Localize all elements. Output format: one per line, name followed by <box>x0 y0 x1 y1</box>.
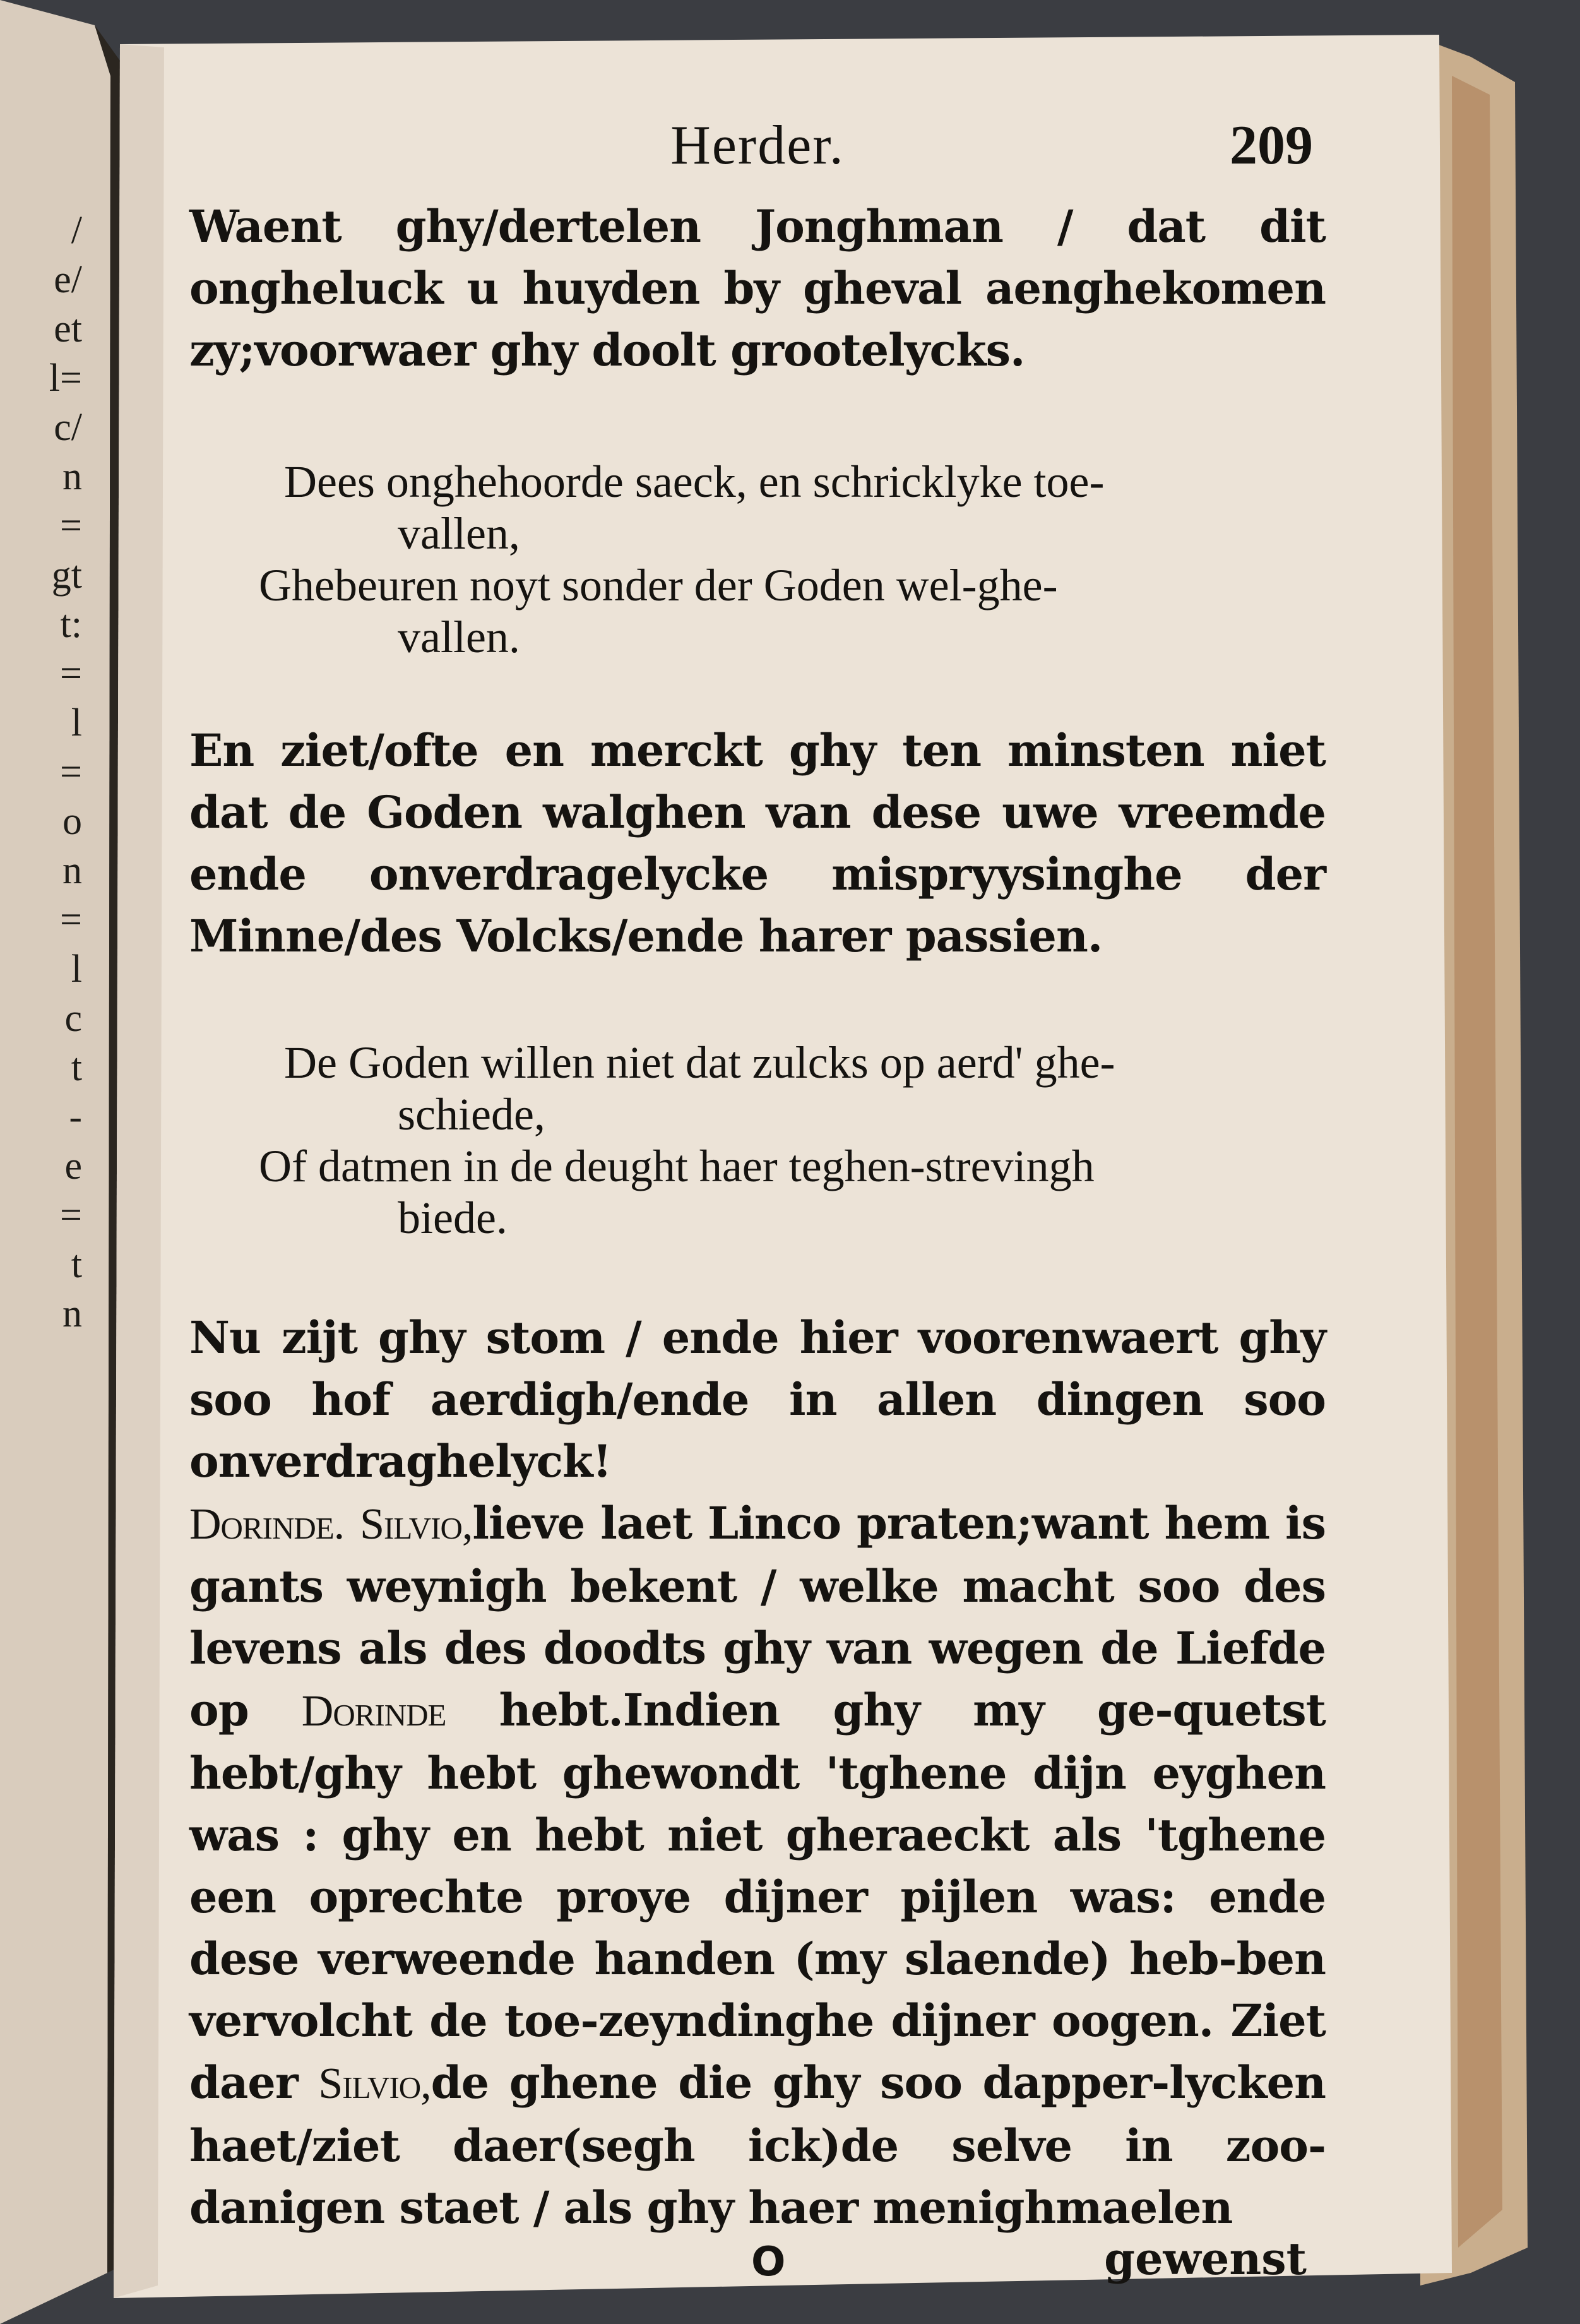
dialogue-text: hebt.Indien ghy my ge-quetst hebt/ghy hebt ghewondt 'tghene dijn eyghen was : ghy en hebt niet gheraeckt als 'tghene een oprechte proye dijner pijlen was: ende dese verweende handen (my slaende) heb-ben vervolcht de toe-zeyndinghe dijner oogen. Ziet daer <box>189 1684 1326 2109</box>
left-fragment: = <box>60 1194 82 1237</box>
left-fragment: o <box>62 800 82 843</box>
left-fragment: t <box>71 1243 82 1286</box>
prose-paragraph: Nu zijt ghy stom / ende hier voorenwaert ghy soo hof aerdigh/ende in allen dingen soo onverdraghelyck! <box>189 1311 1326 1487</box>
inline-name: Dorinde <box>301 1687 446 1736</box>
page-header <box>189 114 1326 189</box>
left-fragment: = <box>60 751 82 794</box>
verse-line: Of datmen in de deught haer teghen-strevingh <box>259 1141 1095 1191</box>
signature-mark: O <box>751 2239 786 2285</box>
page-shadow <box>114 44 164 2298</box>
left-fragment: n <box>62 455 82 498</box>
left-fragment: c <box>64 997 82 1040</box>
left-fragment: n <box>62 1292 82 1335</box>
left-fragment: = <box>60 504 82 547</box>
dialogue-text: lieve laet Linco praten;want hem is gants weynigh bekent / welke macht soo des levens als des doodts ghy van wegen de Liefde op <box>189 1497 1326 1736</box>
left-fragment: gt <box>51 554 82 597</box>
left-fragment: l <box>71 701 82 744</box>
left-fragment: e/ <box>54 258 82 301</box>
prose-paragraph: En ziet/ofte en merckt ghy ten minsten niet dat de Goden walghen van dese uwe vreemde ende onverdragelycke mispryysinghe der Minne/des Volcks/ende harer passien. <box>189 724 1326 962</box>
verse-line-continuation: biede. <box>398 1193 508 1243</box>
verse-line-continuation: vallen, <box>398 508 520 559</box>
verse-line: De Goden willen niet dat zulcks op aerd' ghe- <box>284 1037 1115 1088</box>
page-number: 209 <box>1230 115 1313 176</box>
left-fragment: l <box>71 948 82 991</box>
dialogue-text: de ghene die ghy soo dapper-lycken haet/ziet daer(segh ick)de selve in zoo-danigen staet / als ghy haer menighmaelen <box>189 2056 1326 2234</box>
verse-line-continuation: vallen. <box>398 612 520 662</box>
left-fragment: c/ <box>54 406 82 449</box>
left-fragment: t <box>71 1046 82 1089</box>
verse-line: Ghebeuren noyt sonder der Goden wel-ghe- <box>259 560 1058 611</box>
inline-name: Silvio, <box>318 2059 431 2108</box>
left-fragment: n <box>62 849 82 892</box>
addressee-name: Silvio, <box>360 1500 473 1549</box>
running-head: Herder. <box>670 115 845 176</box>
verse-stanza <box>189 1037 1326 1244</box>
verse-line: Dees onghehoorde saeck, en schricklyke toe- <box>284 456 1105 507</box>
left-fragment: l= <box>49 357 82 400</box>
left-fragment: et <box>54 307 82 350</box>
prose-paragraph: Waent ghy/dertelen Jonghman / dat dit ongheluck u huyden by gheval aenghekomen zy;voorwaer ghy doolt grootelycks. <box>189 200 1326 376</box>
verse-line-continuation: schiede, <box>398 1089 545 1140</box>
left-page-fragments <box>13 208 82 1341</box>
left-fragment: t: <box>60 603 82 646</box>
speaker-name: Dorinde. <box>189 1500 345 1549</box>
left-fragment: - <box>69 1095 82 1138</box>
left-fragment: = <box>60 652 82 695</box>
left-fragment: / <box>71 209 82 252</box>
page-footer <box>189 2232 1326 2302</box>
catchword: gewenst <box>1104 2232 1307 2285</box>
page-text-block <box>189 114 1326 2302</box>
verse-stanza <box>189 456 1326 663</box>
left-fragment: = <box>60 898 82 941</box>
left-fragment: e <box>64 1145 82 1188</box>
dialogue-paragraph <box>189 1493 1326 2239</box>
